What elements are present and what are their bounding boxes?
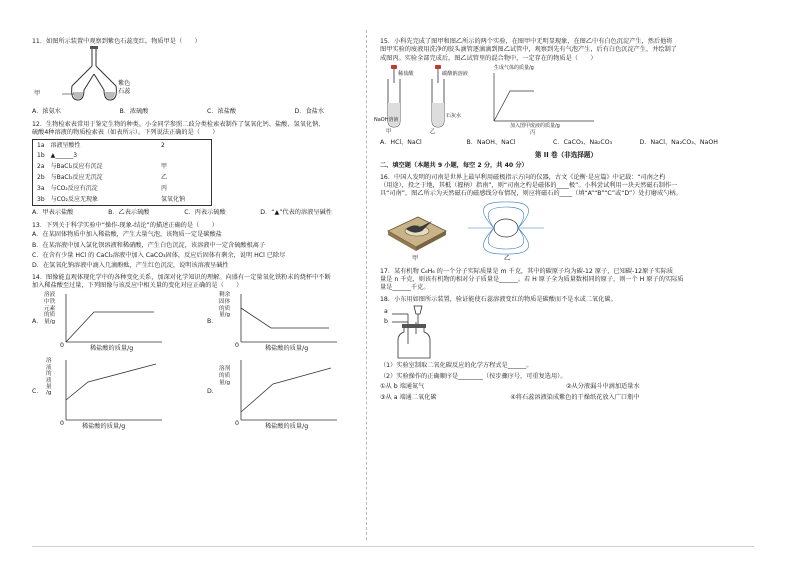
question-14	[32, 274, 382, 433]
label: b	[384, 318, 388, 326]
graph-y-label: 溶剂 的质 量/g	[219, 366, 231, 386]
table-cell: 2a 与BaCl₂反应有沉淀	[37, 163, 103, 171]
q11-option-a: A．浓氨水	[32, 108, 61, 116]
right-column	[374, 38, 752, 406]
q11-option-d: D．食盐水	[294, 108, 325, 116]
q12-stem-line2: 硫酸4种溶液的物质检索表（如表所示）。下列说法正确的是（ ）	[32, 129, 219, 137]
table-cell: 乙	[160, 174, 167, 182]
label: 乙	[504, 254, 511, 262]
q18-steps-row1	[380, 383, 752, 391]
question-18	[380, 296, 752, 403]
table-cell: 2b 与BaCl₂反应无沉淀	[37, 174, 103, 182]
q18-step-2: ②从分液漏斗中滴加适量水	[566, 382, 640, 390]
q15-options	[380, 139, 752, 147]
part2-section: 二、填空题（本题共 9 小题，每空 2 分，共 40 分）	[380, 162, 528, 170]
q18-line1: 18．小东用如图所示装置，验证能使石蕊溶液变红的物质是碳酸而不是水或二氧化碳。	[380, 295, 617, 303]
q16-line1: 16．中国人发明的司南是世界上最早利用磁极指示方向的仪器，古文《论衡·是应篇》中记载：“司南之杓	[380, 173, 666, 181]
q16-line2: （用途），投之于地，其柢（握柄）指南”，则“司南之杓是磁体的____极”。小科尝试利用一块天然磁石制作一	[380, 182, 678, 190]
q15-stem-line2: 图甲实验的废液用洗净的胶头滴管逐滴滴到图乙试管中，观察到先有气泡产生，后有白色沉淀产生，并绘制了	[380, 46, 677, 54]
q13-stem: 13．下列关于科学实验中“操作-现象-结论”的描述正确的是（ ）	[32, 221, 218, 229]
q13-option-a: A．在某固体物质中加入稀盐酸，产生大量气泡，该物质一定是碳酸盐	[32, 231, 222, 239]
wide-mouth-bottle-apparatus-icon	[386, 304, 456, 362]
q13-option-d: D．在氢氧化钠溶液中滴入几滴酚酞，产生红色沉淀，说明该溶液呈碱性	[32, 262, 229, 270]
q15-figure	[374, 63, 752, 137]
question-17	[380, 268, 752, 293]
label: 碳酸钠溶液	[442, 71, 468, 78]
q12-option-b: B．乙表示硫酸	[108, 209, 150, 217]
q16-line3: 具“司南”，图乙所示为天然磁石的磁感线分布情况，则应将磁石的____（填“A”“B”“C”或“D”）处打磨成勺柄。	[380, 190, 682, 198]
graph-d-plot	[239, 360, 339, 422]
q18-part2: （2）实验操作的正确顺序是________（按步骤序号，可重复选用）。	[380, 372, 567, 380]
sinan-compass-icon	[384, 201, 448, 253]
q11-options	[32, 108, 382, 116]
q11-option-c: C．浓盐酸	[207, 108, 237, 116]
graph-a-plot	[64, 294, 164, 344]
table-cell: 1b ▲______3	[37, 152, 78, 160]
table-cell: 1a 溶液呈酸性	[37, 141, 81, 149]
footer-rule	[32, 546, 754, 547]
graph-bing-plot	[490, 73, 600, 125]
q16-figure	[380, 199, 752, 265]
table-row	[33, 173, 212, 184]
table-cell: 氢氧化钠	[160, 196, 185, 204]
y-tube-apparatus-icon	[42, 46, 162, 106]
q17-line1: 17．某有机物 C₆H₆ 的一个分子实际质量是 m 千克，其中的碳原子均为碳-12 原子，已知碳-12原子实际质	[380, 267, 674, 275]
q15-stem-line3: 成图丙。实验全部完成后，图乙试管里的混合物中，一定存在的物质是（ ）	[380, 54, 597, 62]
q18-step-1: ①从 b 端通氮气	[380, 382, 425, 390]
q18-steps-row2	[380, 394, 752, 402]
table-row	[33, 162, 212, 173]
question-12	[32, 121, 382, 218]
table-cell: 丙	[160, 185, 167, 193]
graph-y-label: 溶液 中铁 元素 的质 量/g	[44, 292, 56, 326]
label: 乙	[430, 129, 436, 136]
graph-letter: A．	[32, 318, 43, 326]
q18-step-4: ④将石蕊溶液染成紫色的干燥纸花放入广口瓶中	[510, 394, 640, 402]
question-13	[32, 222, 382, 271]
q14-graph-a: A． 溶液 中铁 元素 的质 量/g 0 稀盐酸的质量/g	[32, 292, 207, 354]
q13-option-c: C．在含有少量 HCl 的 CaCl₂溶液中加入 CaCO₃固体，反应后固体有剩余，说明 HCl 已除尽	[32, 251, 286, 259]
q12-key-table	[32, 139, 212, 206]
q11-figure	[32, 46, 382, 106]
label: 甲	[386, 129, 392, 136]
table-row	[33, 140, 212, 151]
q11-label-zise: 紫色	[118, 80, 131, 88]
table-cell	[157, 151, 212, 162]
question-16	[380, 174, 752, 265]
q11-label-shirui: 石蕊	[118, 88, 131, 96]
q15-stem-line1: 15．小科先完成了图甲和图乙所示的两个实验，在图甲中无明显现象，在图乙中有白色沉淀产生，然后他将	[380, 38, 673, 45]
q15-option-c: C．CaCO₃、Na₂CO₃	[553, 139, 613, 147]
table-cell: 3a 与CO₂反应有沉淀	[37, 185, 98, 193]
label: NaOH溶液	[374, 117, 399, 124]
q11-stem: 11．如图所示装置中观察到紫色石蕊变红。物质甲是（ ）	[32, 38, 201, 45]
graph-letter: D．	[207, 388, 218, 396]
graph-y-label: 剩余 固体 的质 量/g	[219, 292, 231, 319]
table-row	[33, 151, 212, 162]
q14-graphs	[32, 292, 382, 432]
q15-option-b: B．NaOH、NaCl	[466, 139, 516, 147]
q13-option-b: B．在某溶液中加入氯化钡溶液和稀硝酸，产生白色沉淀，该溶液中一定含硫酸根离子	[32, 241, 266, 249]
part2-title: 第 II 卷（非选择题）	[534, 151, 598, 160]
table-cell: 2	[160, 141, 165, 149]
q12-option-c: C．丙表示硫酸	[184, 209, 226, 217]
q12-options	[32, 209, 382, 217]
q14-graph-c: C． 溶 液 的 质 量 /g 0 稀盐酸的质量/g	[32, 358, 207, 432]
q17-line2: 量是 n 千克，则该有机物的相对分子质量是______。若 H 原子全为质量数相同的原子，则一个 H 原子的实际质	[380, 276, 684, 284]
q11-option-b: B．浓硫酸	[119, 108, 149, 116]
label: 丙	[530, 130, 536, 137]
label: 加入图甲废液的质量/g	[510, 123, 560, 130]
q18-step-3: ③从 a 端通二氧化碳	[380, 394, 437, 402]
graph-y-label: 溶 液 的 质 量 /g	[46, 358, 52, 397]
q12-stem-line1: 12．生物检索表常用于鉴定生物的种类。小金同学参照二歧分类检索表制作了氢氧化钙、盐酸、氢氧化钠、	[32, 120, 325, 128]
q18-figure	[380, 304, 752, 362]
q11-label-jia: 甲	[34, 90, 41, 98]
q15-option-d: D．NaCl、Na₂CO₃、NaOH	[639, 139, 718, 147]
q14-graph-d: D． 溶剂 的质 量/g 0 稀盐酸的质量/g	[207, 358, 382, 432]
graph-b-plot	[239, 294, 339, 344]
question-15	[374, 38, 752, 147]
q14-stem-line1: 14．图像能直观体现化学中的各种变化关系，加深对化学知识的理解。向盛有一定量氧化铁粉末的烧杯中不断	[32, 273, 331, 281]
label: a	[384, 308, 388, 316]
q12-option-a: A．甲表示盐酸	[32, 209, 74, 217]
magnet-field-lines-icon	[466, 201, 546, 255]
table-cell: 甲	[160, 163, 167, 171]
q15-option-a: A．HCl、NaCl	[380, 139, 422, 147]
label: 生成气体的质量/g	[494, 65, 534, 72]
q14-graph-b: B． 剩余 固体 的质 量/g 0 稀盐酸的质量/g	[207, 292, 382, 354]
label: 稀盐酸	[398, 71, 414, 78]
label: 石灰水	[446, 113, 462, 120]
label: 甲	[412, 254, 419, 262]
table-row	[33, 195, 212, 206]
table-row	[33, 184, 212, 195]
q17-line3: 量是______千克。	[380, 284, 430, 292]
graph-c-plot	[64, 360, 164, 422]
left-column	[32, 38, 382, 435]
q14-stem-line2: 加入稀盐酸至过量，下列图像与该反应中相关量的变化对应正确的是（ ）	[32, 281, 243, 289]
graph-letter: B．	[207, 318, 218, 326]
question-11	[32, 38, 382, 117]
table-cell: 3b 与CO₂反应无现象	[37, 196, 98, 204]
q18-part1: （1）实验室制取二氧化碳反应的化学方程式是______。	[380, 362, 533, 370]
q12-option-d: D．“▲”代表的溶液呈碱性	[260, 209, 332, 217]
graph-letter: C．	[32, 388, 43, 396]
